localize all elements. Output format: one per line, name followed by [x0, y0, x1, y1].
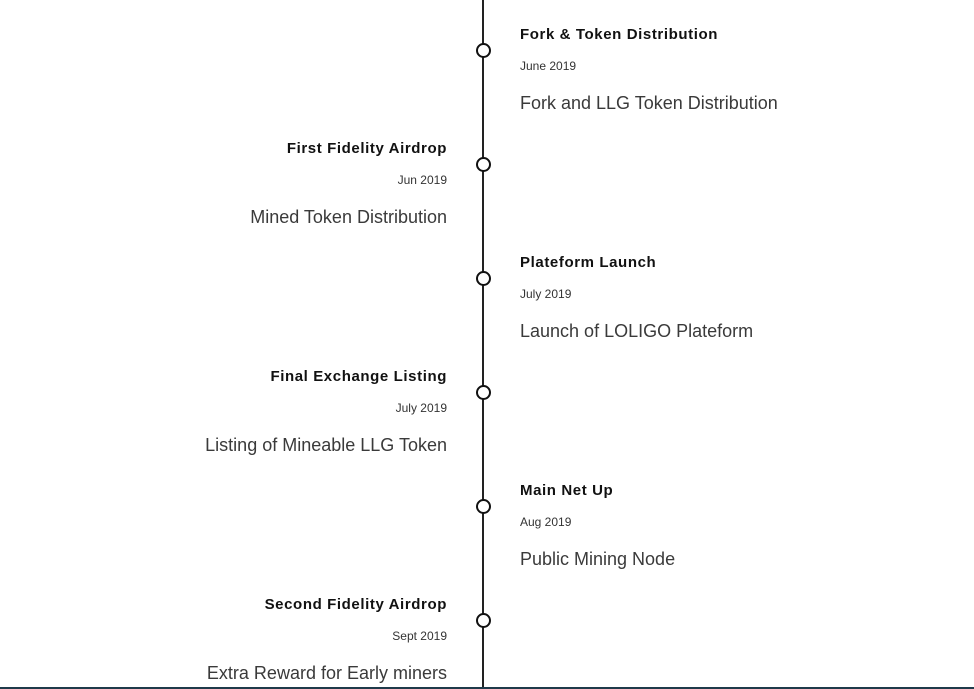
timeline-entry — [0, 121, 974, 235]
entry-description: Listing of Mineable LLG Token — [205, 435, 447, 455]
entry-description: Extra Reward for Early miners — [206, 663, 447, 683]
timeline-entry — [0, 349, 974, 463]
entry-title: Main Net Up — [520, 482, 614, 499]
entry-date: Sept 2019 — [392, 629, 447, 643]
entry-date: July 2019 — [395, 401, 447, 415]
entry-description: Public Mining Node — [520, 549, 676, 569]
timeline-dot-icon — [476, 385, 491, 400]
entry-content — [520, 7, 960, 114]
timeline-dot-icon — [476, 613, 491, 628]
entry-content — [7, 121, 447, 228]
timeline-entry — [0, 577, 974, 689]
entry-date: Jun 2019 — [397, 173, 447, 187]
entry-content — [520, 463, 960, 570]
entry-title: Final Exchange Listing — [270, 368, 447, 385]
entry-content — [7, 577, 447, 684]
entry-title: First Fidelity Airdrop — [286, 140, 447, 157]
entry-title: Second Fidelity Airdrop — [264, 596, 447, 613]
timeline-dot-icon — [476, 157, 491, 172]
entry-content — [7, 349, 447, 456]
entry-date: June 2019 — [520, 59, 577, 73]
entry-title: Plateform Launch — [520, 254, 657, 271]
timeline-dot-icon — [476, 43, 491, 58]
entry-date: July 2019 — [520, 287, 572, 301]
entry-date: Aug 2019 — [520, 515, 572, 529]
timeline-entry — [0, 463, 974, 577]
entry-description: Mined Token Distribution — [250, 207, 447, 227]
entry-title: Fork & Token Distribution — [520, 26, 719, 43]
timeline-dot-icon — [476, 271, 491, 286]
entry-content — [520, 235, 960, 342]
entry-description: Fork and LLG Token Distribution — [520, 93, 778, 113]
timeline-dot-icon — [476, 499, 491, 514]
timeline-entry — [0, 235, 974, 349]
timeline-entry — [0, 7, 974, 121]
entry-description: Launch of LOLIGO Plateform — [520, 321, 754, 341]
